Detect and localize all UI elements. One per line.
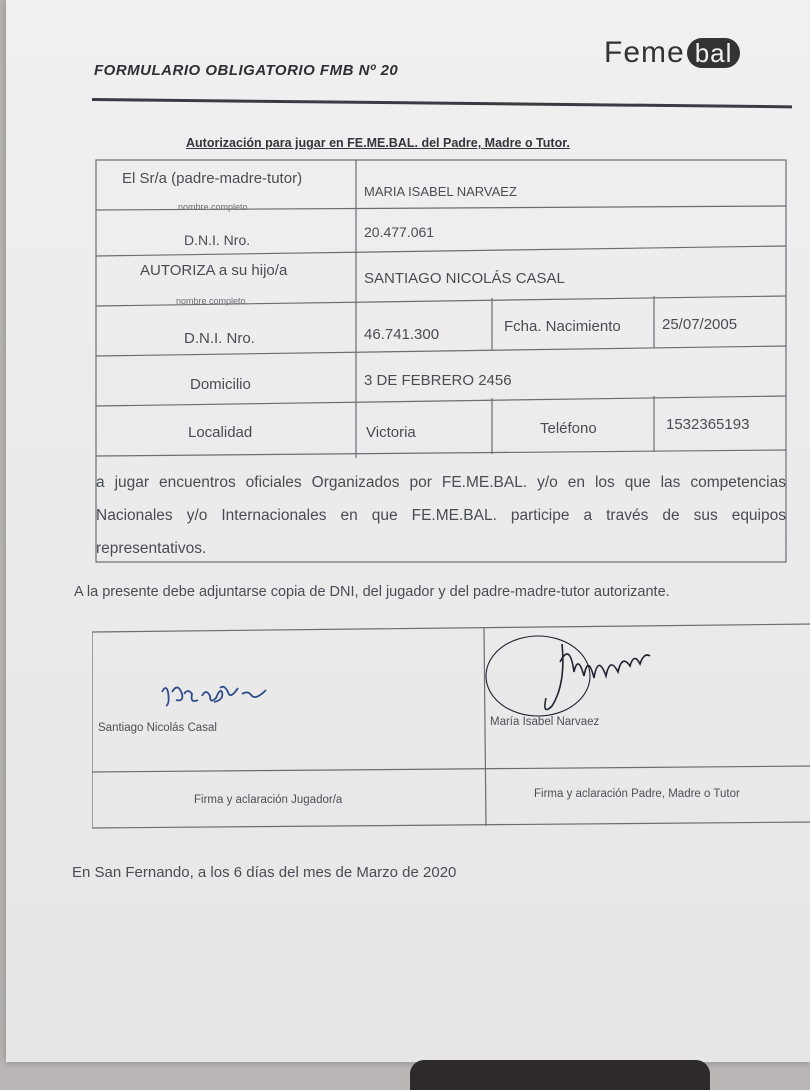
guardian-signature — [486, 636, 650, 716]
locality-label: Localidad — [188, 424, 253, 441]
guardian-label: El Sr/a (padre-madre-tutor) — [122, 170, 303, 187]
table-edge-shadow — [410, 1060, 710, 1090]
form-title: FORMULARIO OBLIGATORIO FMB Nº 20 — [94, 62, 399, 79]
document-page — [6, 0, 810, 1062]
title-divider — [92, 98, 792, 108]
guardian-name-print: María Isabel Narvaez — [490, 716, 600, 728]
authorizes-label: AUTORIZA a su hijo/a — [140, 262, 288, 279]
phone-value: 1532365193 — [666, 416, 750, 433]
phone-label: Teléfono — [540, 420, 597, 437]
authorization-paragraph: a jugar encuentros oficiales Organizados por FE.ME.BAL. y/o en los que las competencias Nacionales y/o Internacionales en que FE.ME.BAL. participe a través de sus equipos representativos. — [96, 474, 786, 557]
player-signature-caption: Firma y aclaración Jugador/a — [194, 794, 343, 806]
place-date-line: En San Fernando, a los 6 días del mes de Marzo de 2020 — [72, 864, 457, 881]
guardian-signature-caption: Firma y aclaración Padre, Madre o Tutor — [534, 788, 740, 800]
child-sublabel: nombre completo — [176, 296, 246, 306]
child-name-value: SANTIAGO NICOLÁS CASAL — [364, 270, 565, 287]
guardian-dni-value: 20.477.061 — [364, 224, 435, 240]
signature-table — [92, 622, 810, 832]
guardian-sublabel: nombre completo — [178, 202, 248, 212]
logo-text: Feme — [604, 36, 685, 69]
player-signature — [162, 687, 266, 706]
child-dni-value: 46.741.300 — [364, 326, 440, 343]
form-subtitle: Autorización para jugar en FE.ME.BAL. del Padre, Madre o Tutor. — [186, 136, 570, 150]
child-dni-label: D.N.I. Nro. — [184, 330, 255, 347]
player-name-print: Santiago Nicolás Casal — [98, 722, 217, 734]
guardian-name-value: MARIA ISABEL NARVAEZ — [364, 184, 517, 199]
femebal-logo — [604, 36, 740, 70]
birth-date-label: Fcha. Nacimiento — [504, 318, 621, 335]
address-value: 3 DE FEBRERO 2456 — [364, 372, 512, 389]
attachment-note: A la presente debe adjuntarse copia de DNI, del jugador y del padre-madre-tutor autorizante. — [74, 584, 670, 600]
locality-value: Victoria — [366, 424, 416, 441]
guardian-dni-label: D.N.I. Nro. — [184, 232, 251, 248]
birth-date-value: 25/07/2005 — [662, 316, 738, 333]
address-label: Domicilio — [190, 376, 251, 393]
logo-pill: bal — [687, 38, 741, 68]
